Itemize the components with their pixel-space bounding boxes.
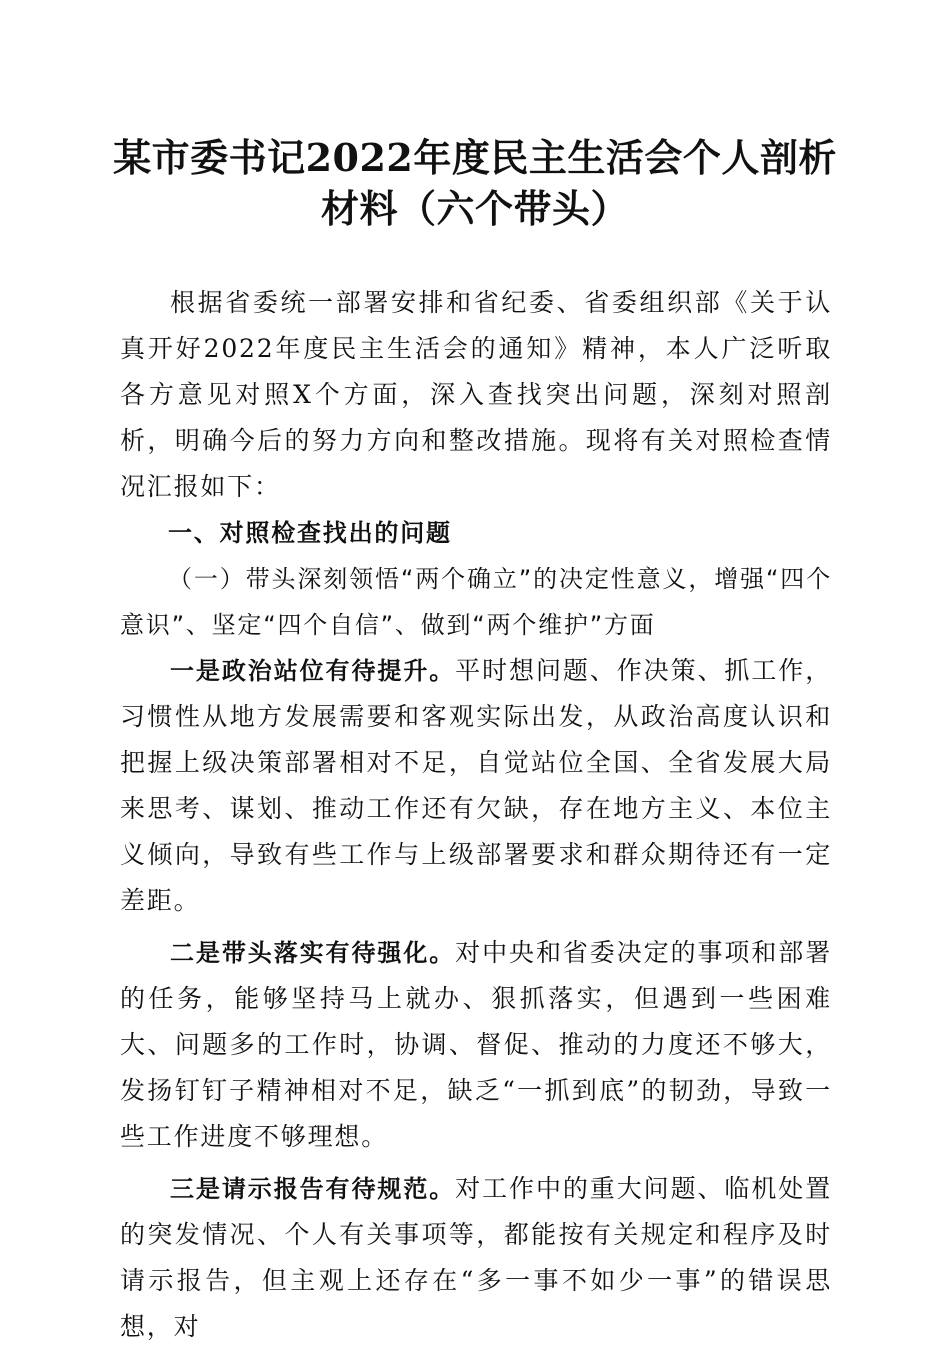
subsection-heading: （一）带头深刻领悟“两个确立”的决定性意义，增强“四个意识”、坚定“四个自信”、做到“两个维护”方面 [120, 565, 832, 639]
item-paragraph-1 [120, 648, 832, 924]
item-lead-2: 二是带头落实有待强化。 [170, 939, 456, 967]
item-text-1: 平时想问题、作决策、抓工作，习惯性从地方发展需要和客观实际出发，从政治高度认识和把握上级决策部署相对不足，自觉站位全国、全省发展大局来思考、谋划、推动工作还有欠缺，存在地方主义、本位主义倾向，导致有些工作与上级部署要求和群众期待还有一定差距。 [120, 656, 832, 915]
item-lead-3: 三是请示报告有待规范。 [170, 1175, 456, 1203]
intro-paragraph: 根据省委统一部署安排和省纪委、省委组织部《关于认真开好2022年度民主生活会的通知》精神，本人广泛听取各方意见对照X个方面，深入查找突出问题，深刻对照剖析，明确今后的努力方向和整改措施。现将有关对照检查情况汇报如下： [120, 288, 832, 501]
document-body [120, 280, 832, 1350]
document-title: 某市委书记2022年度民主生活会个人剖析材料（六个带头） [113, 135, 837, 231]
item-lead-1: 一是政治站位有待提升。 [170, 657, 456, 685]
item-text-2: 对中央和省委决定的事项和部署的任务，能够坚持马上就办、狠抓落实，但遇到一些困难大、问题多的工作时，协调、督促、推动的力度还不够大，发扬钉钉子精神相对不足，缺乏“一抓到底”的韧劲，导致一些工作进度不够理想。 [120, 938, 832, 1151]
section-heading: 一、对照检查找出的问题 [168, 519, 452, 547]
item-paragraph-2 [120, 930, 832, 1160]
item-text-3: 对工作中的重大问题、临机处置的突发情况、个人有关事项等，都能按有关规定和程序及时请示报告，但主观上还存在“多一事不如少一事”的错误思想，对 [120, 1174, 832, 1341]
item-paragraph-3 [120, 1166, 832, 1350]
